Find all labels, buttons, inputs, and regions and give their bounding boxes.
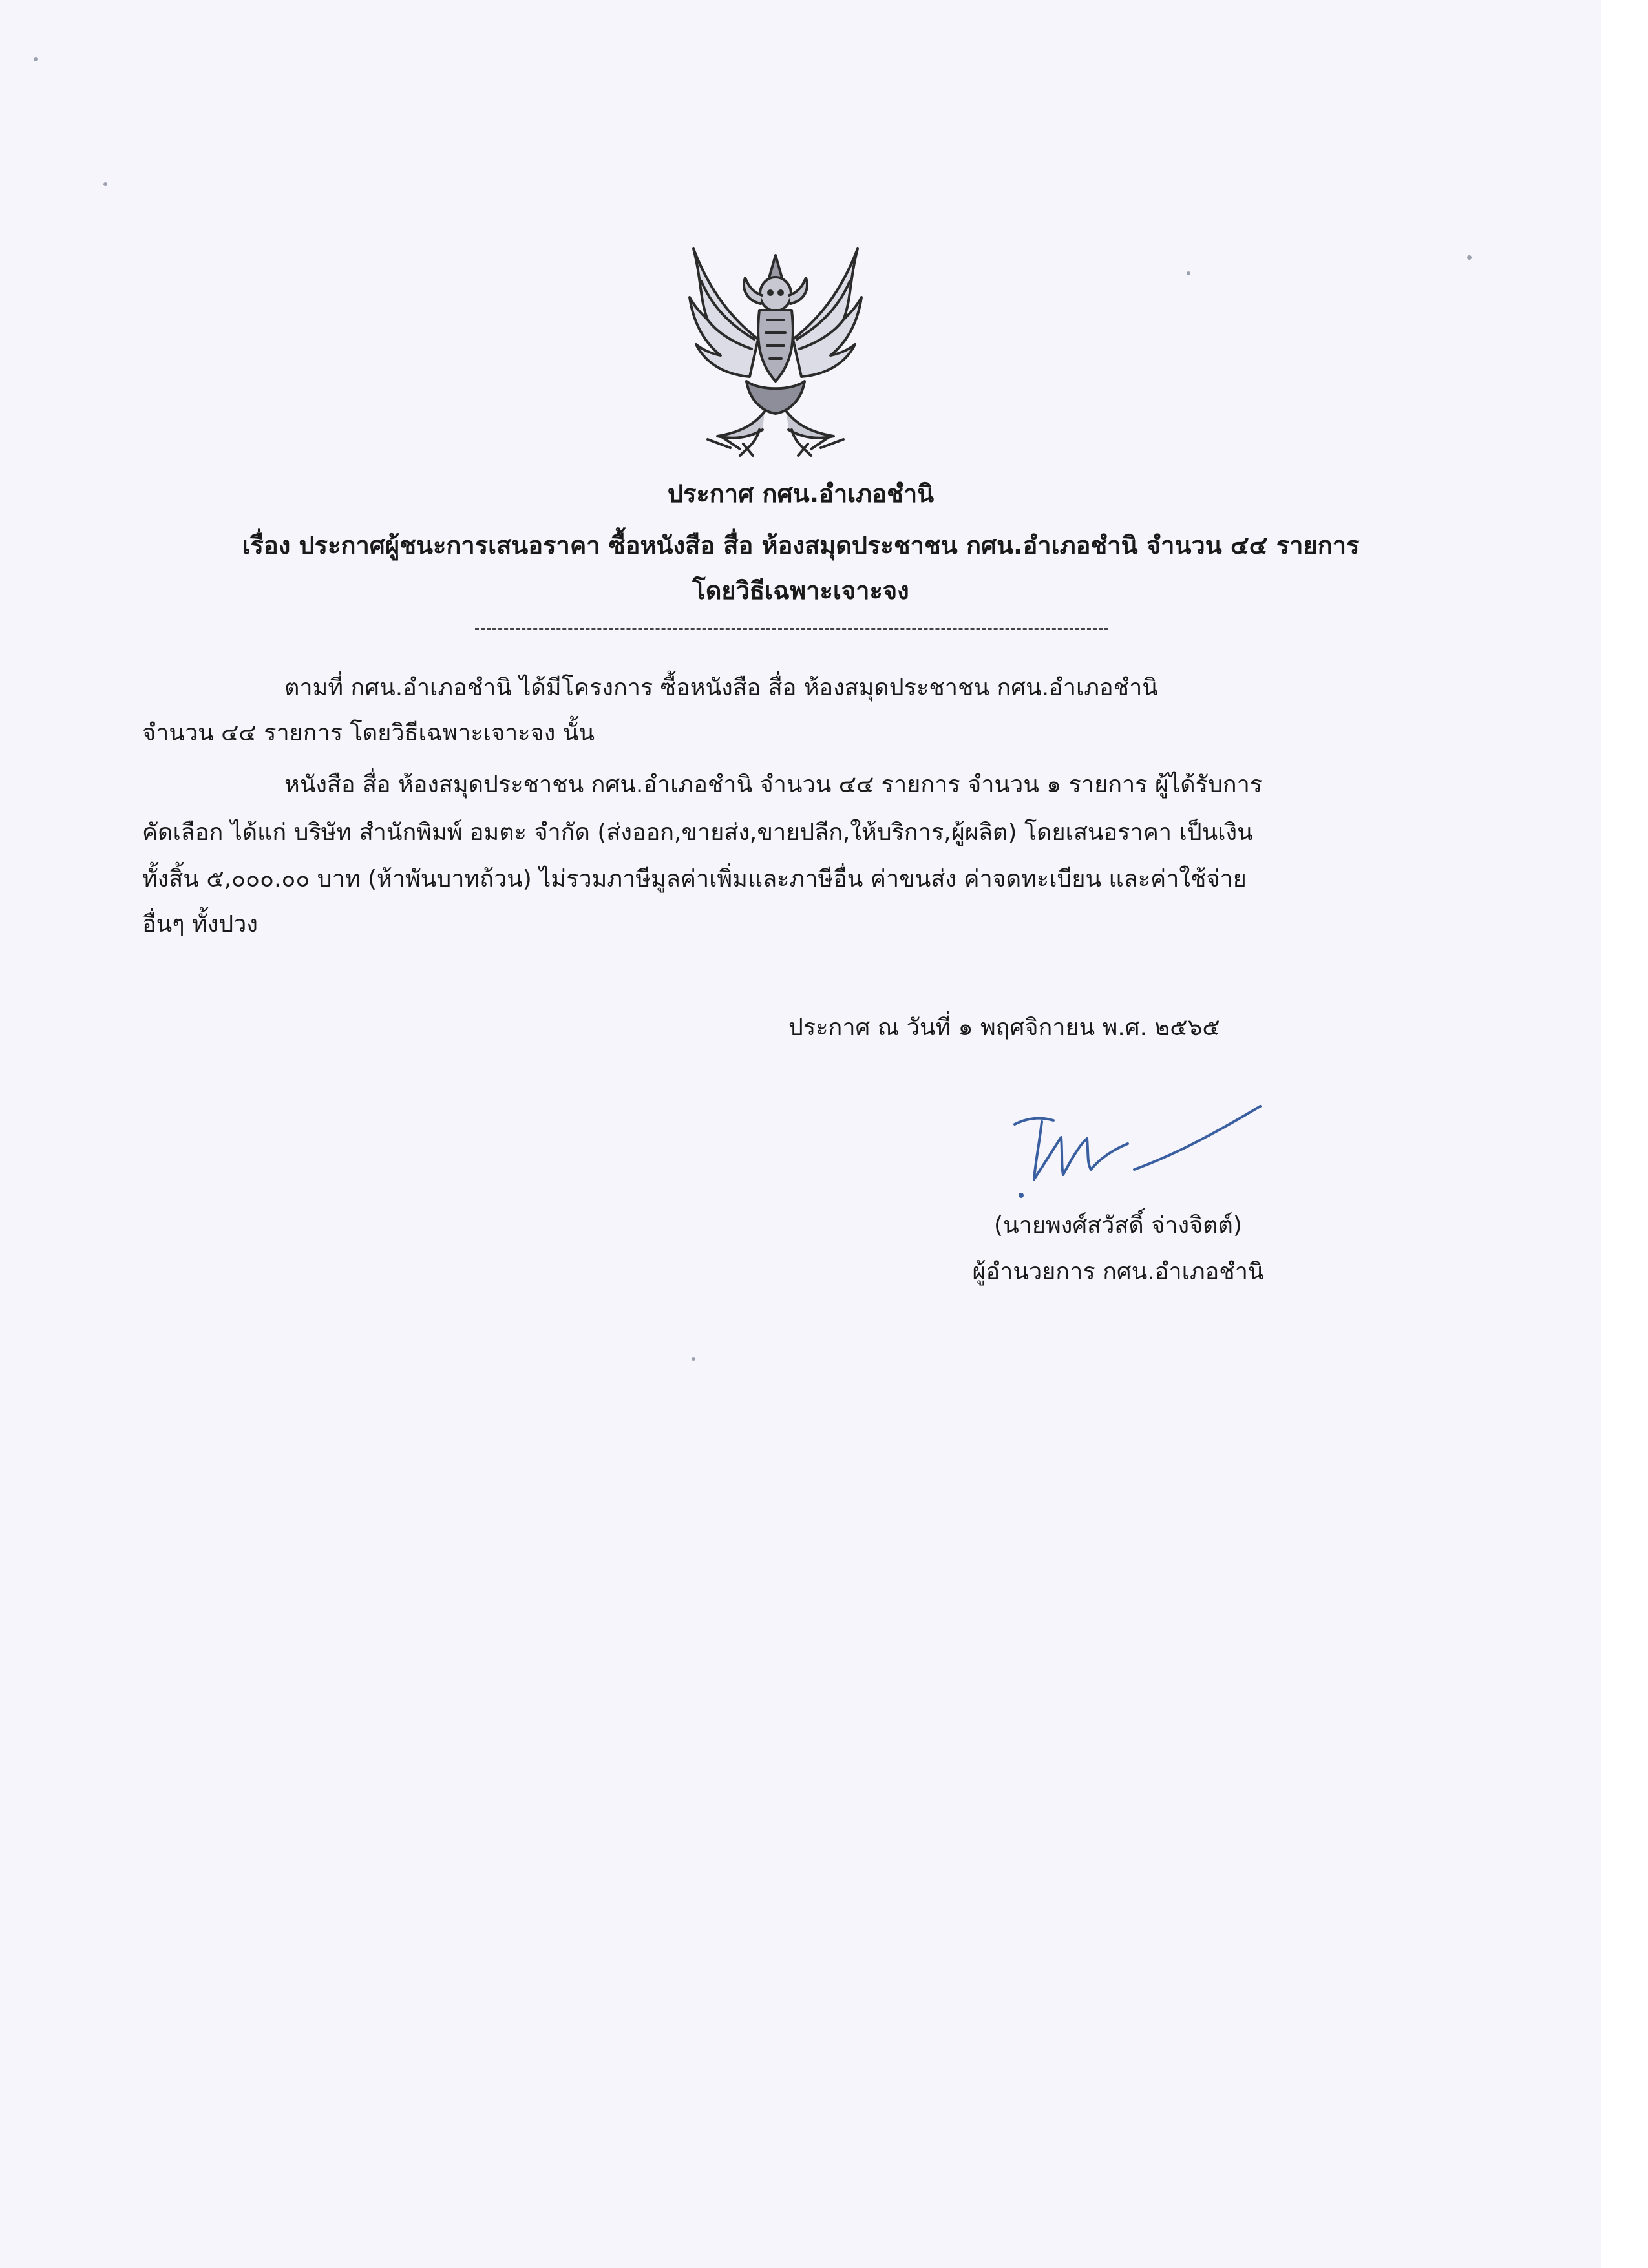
dashed-divider — [475, 628, 1108, 630]
body-paragraph-line: อื่นๆ ทั้งปวง — [142, 911, 258, 938]
body-paragraph-line: ทั้งสิ้น ๕,๐๐๐.๐๐ บาท (ห้าพันบาทถ้วน) ไม่รวมภาษีมูลค่าเพิ่มและภาษีอื่น ค่าขนส่ง ค่าจดทะเบียน และค่าใช้จ่าย — [142, 866, 1247, 892]
scan-speck — [103, 182, 107, 186]
signatory-name: (นายพงศ์สวัสดิ์ จ่างจิตต์) — [994, 1212, 1242, 1239]
scan-speck — [1187, 271, 1190, 275]
signatory-position: ผู้อำนวยการ กศน.อำเภอชำนิ — [972, 1259, 1264, 1285]
body-paragraph-line: หนังสือ สื่อ ห้องสมุดประชาชน กศน.อำเภอชำนิ จำนวน ๔๔ รายการ จำนวน ๑ รายการ ผู้ได้รับการ — [284, 772, 1263, 798]
announcement-date: ประกาศ ณ วันที่ ๑ พฤศจิกายน พ.ศ. ๒๕๖๕ — [788, 1014, 1220, 1041]
scan-speck — [1467, 255, 1472, 260]
body-paragraph-line: จำนวน ๔๔ รายการ โดยวิธีเฉพาะเจาะจง นั้น — [142, 720, 595, 746]
scan-speck — [34, 57, 38, 61]
scan-border — [1601, 0, 1648, 2268]
announcement-subject: เรื่อง ประกาศผู้ชนะการเสนอราคา ซื้อหนังสือ สื่อ ห้องสมุดประชาชน กศน.อำเภอชำนิ จำนวน ๔๔ รายการ — [242, 531, 1360, 560]
announcement-title: ประกาศ กศน.อำเภอชำนิ — [667, 479, 935, 508]
scan-speck — [692, 1357, 695, 1361]
body-paragraph-line: ตามที่ กศน.อำเภอชำนิ ได้มีโครงการ ซื้อหนังสือ สื่อ ห้องสมุดประชาชน กศน.อำเภอชำนิ — [284, 675, 1158, 701]
garuda-emblem-icon — [682, 242, 869, 468]
procurement-method: โดยวิธีเฉพาะเจาะจง — [692, 576, 909, 605]
handwritten-signature — [1002, 1098, 1273, 1202]
body-paragraph-line: คัดเลือก ได้แก่ บริษัท สำนักพิมพ์ อมตะ จำกัด (ส่งออก,ขายส่ง,ขายปลีก,ให้บริการ,ผู้ผลิต) โดยเสนอราคา เป็นเงิน — [142, 819, 1253, 846]
